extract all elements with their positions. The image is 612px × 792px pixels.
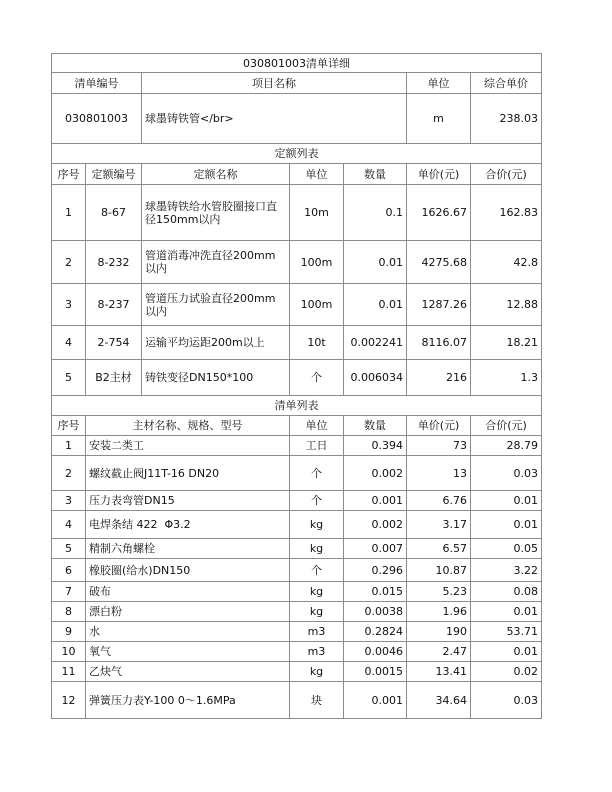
bill-detail-table [51, 53, 542, 719]
column-header: 定额编号 [86, 164, 142, 185]
column-header: 单价(元) [407, 416, 471, 436]
quota-section-title: 定额列表 [52, 144, 542, 164]
unit-header: 单位 [407, 73, 471, 94]
material-row: 2 螺纹截止阀J11T-16 DN20 个 0.002 13 0.03 [52, 456, 542, 491]
column-header: 合价(元) [471, 416, 542, 436]
quota-row: 2 8-232 管道消毒冲洗直径200mm以内 100m 0.01 4275.68 42.8 [52, 241, 542, 284]
column-header: 单价(元) [407, 164, 471, 185]
item-row [52, 94, 542, 144]
code-header: 清单编号 [52, 73, 142, 94]
materials-section-title: 清单列表 [52, 396, 542, 416]
material-row: 11 乙炔气 kg 0.0015 13.41 0.02 [52, 662, 542, 682]
price-header: 综合单价 [471, 73, 542, 94]
material-row: 4 电焊条结 422 Φ3.2 kg 0.002 3.17 0.01 [52, 511, 542, 539]
quota-header-row [52, 164, 542, 185]
quota-row: 1 8-67 球墨铸铁给水管胶圈接口直径150mm以内 10m 0.1 1626.67 162.83 [52, 185, 542, 241]
material-row: 9 水 m3 0.2824 190 53.71 [52, 622, 542, 642]
material-row: 12 弹簧压力表Y-100 0～1.6MPa 块 0.001 34.64 0.03 [52, 682, 542, 719]
quota-row: 4 2-754 运输平均运距200m以上 10t 0.002241 8116.07 18.21 [52, 326, 542, 360]
column-header: 合价(元) [471, 164, 542, 185]
materials-header-row [52, 416, 542, 436]
item-name-header: 项目名称 [142, 73, 407, 94]
material-row: 5 精制六角螺栓 kg 0.007 6.57 0.05 [52, 539, 542, 559]
material-row: 10 氧气 m3 0.0046 2.47 0.01 [52, 642, 542, 662]
material-row: 1 安装二类工 工日 0.394 73 28.79 [52, 436, 542, 456]
item-name: 球墨铸铁管</br> [142, 94, 407, 144]
column-header: 单位 [290, 416, 344, 436]
item-price: 238.03 [471, 94, 542, 144]
item-unit: m [407, 94, 471, 144]
column-header: 数量 [344, 164, 407, 185]
material-row: 7 破布 kg 0.015 5.23 0.08 [52, 582, 542, 602]
material-row: 3 压力表弯管DN15 个 0.001 6.76 0.01 [52, 491, 542, 511]
quota-row: 3 8-237 管道压力试验直径200mm以内 100m 0.01 1287.26 12.88 [52, 284, 542, 326]
column-header: 主材名称、规格、型号 [86, 416, 290, 436]
item-code: 030801003 [52, 94, 142, 144]
material-row: 8 漂白粉 kg 0.0038 1.96 0.01 [52, 602, 542, 622]
column-header: 数量 [344, 416, 407, 436]
quota-row: 5 B2主材 铸铁变径DN150*100 个 0.006034 216 1.3 [52, 360, 542, 396]
column-header: 序号 [52, 416, 86, 436]
material-row: 6 橡胶圈(给水)DN150 个 0.296 10.87 3.22 [52, 559, 542, 582]
column-header: 单位 [290, 164, 344, 185]
column-header: 序号 [52, 164, 86, 185]
table-title: 030801003清单详细 [52, 54, 542, 73]
column-header: 定额名称 [142, 164, 290, 185]
